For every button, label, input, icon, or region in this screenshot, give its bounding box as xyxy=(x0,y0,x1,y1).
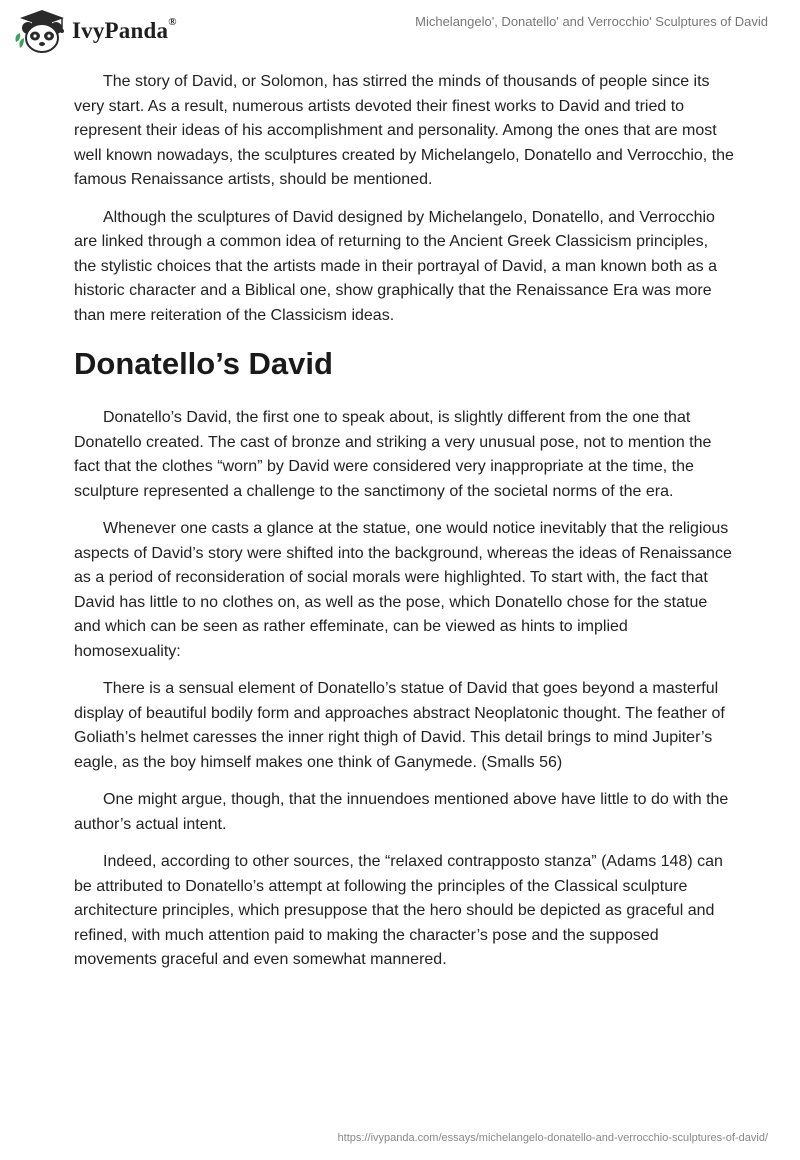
body-paragraph: Whenever one casts a glance at the statue, one would notice inevitably that the religious aspects of David’s story were shifted into the background, whereas the ideas of Renaissance as a period of reconsideration of social morals were highlighted. To start with, the fact that David has little to no clothes on, as well as the pose, which Donatello chose for the statue and which can be seen as rather effeminate, can be viewed as hints to implied homosexuality: xyxy=(74,520,732,660)
intro-paragraph: Although the sculptures of David designed by Michelangelo, Donatello, and Verrocchio are linked through a common idea of returning to the Ancient Greek Classicism principles, the stylistic choices that the artists made in their portrayal of David, a man known both as a historic character and a Biblical one, show graphically that the Renaissance Era was more than mere reiteration of the Classicism ideas. xyxy=(74,208,717,324)
body-paragraph: One might argue, though, that the innuendoes mentioned above have little to do with the author’s actual intent. xyxy=(74,791,729,833)
registered-mark: ® xyxy=(168,16,177,28)
brand-name: IvyPanda® xyxy=(72,16,177,43)
panda-graduate-icon xyxy=(14,8,70,54)
essay-body xyxy=(74,70,734,986)
document-title: Michelangelo', Donatello' and Verrocchio' Sculptures of David xyxy=(415,14,768,29)
intro-paragraph: The story of David, or Solomon, has stirred the minds of thousands of people since its very start. As a result, numerous artists devoted their finest works to David and tried to represent their ideas of his accomplishment and personality. Among the ones that are most well known nowadays, the sculptures created by Michelangelo, Donatello and Verrocchio, the famous Renaissance artists, should be mentioned. xyxy=(74,73,734,188)
source-url[interactable]: https://ivypanda.com/essays/michelangelo-donatello-and-verrocchio-sculptures-of-david/ xyxy=(337,1132,768,1144)
body-paragraph: Donatello’s David, the first one to speak about, is slightly different from the one that Donatello created. The cast of bronze and striking a very unusual pose, not to mention the fact that the clothes “worn” by David were considered very inappropriate at the time, the sculpture represented a challenge to the sanctimony of the societal norms of the era. xyxy=(74,409,712,500)
section-heading: Donatello’s David xyxy=(74,346,333,381)
brand-logo[interactable] xyxy=(14,8,177,54)
block-quote: There is a sensual element of Donatello’s statue of David that goes beyond a masterful display of beautiful bodily form and approaches abstract Neoplatonic thought. The feather of Goliath’s helmet caresses the inner right thigh of David. This detail brings to mind Jupiter’s eagle, as the boy himself makes one think of Ganymede. (Smalls 56) xyxy=(74,680,725,771)
page-header xyxy=(0,0,800,60)
body-paragraph: Indeed, according to other sources, the “relaxed contrapposto stanza” (Adams 148) can be attributed to Donatello’s attempt at following the principles of the Classical sculpture architecture principles, which presuppose that the hero should be depicted as graceful and refined, with much attention paid to making the character’s pose and the supposed movements graceful and even somewhat mannered. xyxy=(74,853,723,968)
